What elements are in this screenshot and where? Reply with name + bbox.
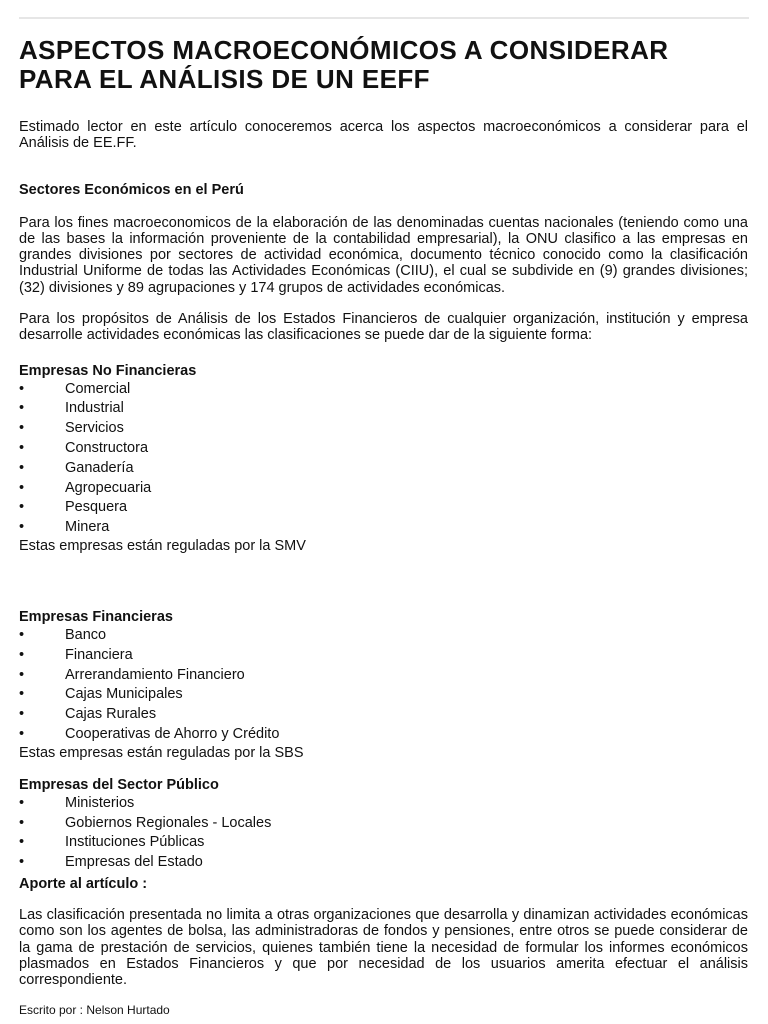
bullet-icon: • [19,519,25,536]
bullet-icon: • [19,794,25,811]
list-item: • Cajas Municipales [19,685,748,705]
bullet-icon: • [19,499,25,516]
list-item: • Arrerandamiento Financiero [19,666,748,686]
top-divider [19,17,749,19]
regulation-note-smv: Estas empresas están reguladas por la SMV [19,538,306,555]
bullet-icon: • [19,834,25,851]
list-item: • Minera [19,518,748,538]
body-paragraph-2: Para los propósitos de Análisis de los Estados Financieros de cualquier organización, institución y empresa desarrolle actividades económicas las clasificaciones se puede dar de la siguiente forma: [19,311,748,344]
list-no-financieras [19,380,748,538]
bullet-icon: • [19,814,25,831]
list-item: • Agropecuaria [19,479,748,499]
section-title: Sectores Económicos en el Perú [19,181,244,198]
bullet-icon: • [19,420,25,437]
group-title-financieras: Empresas Financieras [19,609,173,626]
list-item: • Ganadería [19,459,748,479]
bullet-icon: • [19,854,25,871]
list-sector-publico [19,794,748,873]
bullet-icon: • [19,440,25,457]
list-item: • Ministerios [19,794,748,814]
group-title-no-financieras: Empresas No Financieras [19,362,197,379]
list-item: • Comercial [19,380,748,400]
list-item: • Pesquera [19,498,748,518]
list-item: • Cooperativas de Ahorro y Crédito [19,725,748,745]
bullet-icon: • [19,627,25,644]
bullet-icon: • [19,686,25,703]
list-item: • Cajas Rurales [19,705,748,725]
final-paragraph: Las clasificación presentada no limita a otras organizaciones que desarrolla y dinamizan actividades económicas como son los agentes de bolsa, las administradoras de fondos y pensiones, entre otros se puede considerar de la gama de prestación de servicios, quienes también tiene la necesidad de formular los informes económicos plasmados en Estados Financieros y que por necesidad de los usuarios amerita efectuar el análisis correspondiente. [19,907,748,989]
author-credit: Escrito por : Nelson Hurtado [19,1002,170,1017]
bullet-icon: • [19,646,25,663]
bullet-icon: • [19,726,25,743]
list-item: • Banco [19,626,748,646]
group-title-sector-publico: Empresas del Sector Público [19,776,219,793]
spacer [19,554,748,609]
list-item: • Empresas del Estado [19,853,748,873]
list-item: • Servicios [19,419,748,439]
bullet-icon: • [19,459,25,476]
article [19,36,748,1017]
intro-paragraph: Estimado lector en este artículo conoceremos acerca los aspectos macroeconómicos a considerar para el Análisis de EE.FF. [19,119,748,152]
bullet-icon: • [19,706,25,723]
list-item: • Financiera [19,646,748,666]
page-title: ASPECTOS MACROECONÓMICOS A CONSIDERAR PARA EL ANÁLISIS DE UN EEFF [19,35,669,94]
aporte-title: Aporte al artículo : [19,876,148,893]
bullet-icon: • [19,400,25,417]
body-paragraph-1: Para los fines macroeconomicos de la elaboración de las denominadas cuentas nacionales (teniendo como una de las bases la información proveniente de la contabilidad empresarial), la ONU clasifico a las empresas en grandes divisiones por sectores de actividad económica, documento técnico conocido como la clasificación Industrial Uniforme de todas las Actividades Económicas (CIIU), el cual se subdivide en (9) grandes divisiones; (32) divisiones y 89 agrupaciones y 174 grupos de actividades económicas. [19,214,748,296]
regulation-note-sbs: Estas empresas están reguladas por la SBS [19,744,304,761]
bullet-icon: • [19,380,25,397]
list-item: • Industrial [19,399,748,419]
list-item: • Instituciones Públicas [19,833,748,853]
list-financieras [19,626,748,745]
list-item: • Constructora [19,439,748,459]
list-item: • Gobiernos Regionales - Locales [19,814,748,834]
spacer [19,761,748,777]
bullet-icon: • [19,666,25,683]
bullet-icon: • [19,479,25,496]
